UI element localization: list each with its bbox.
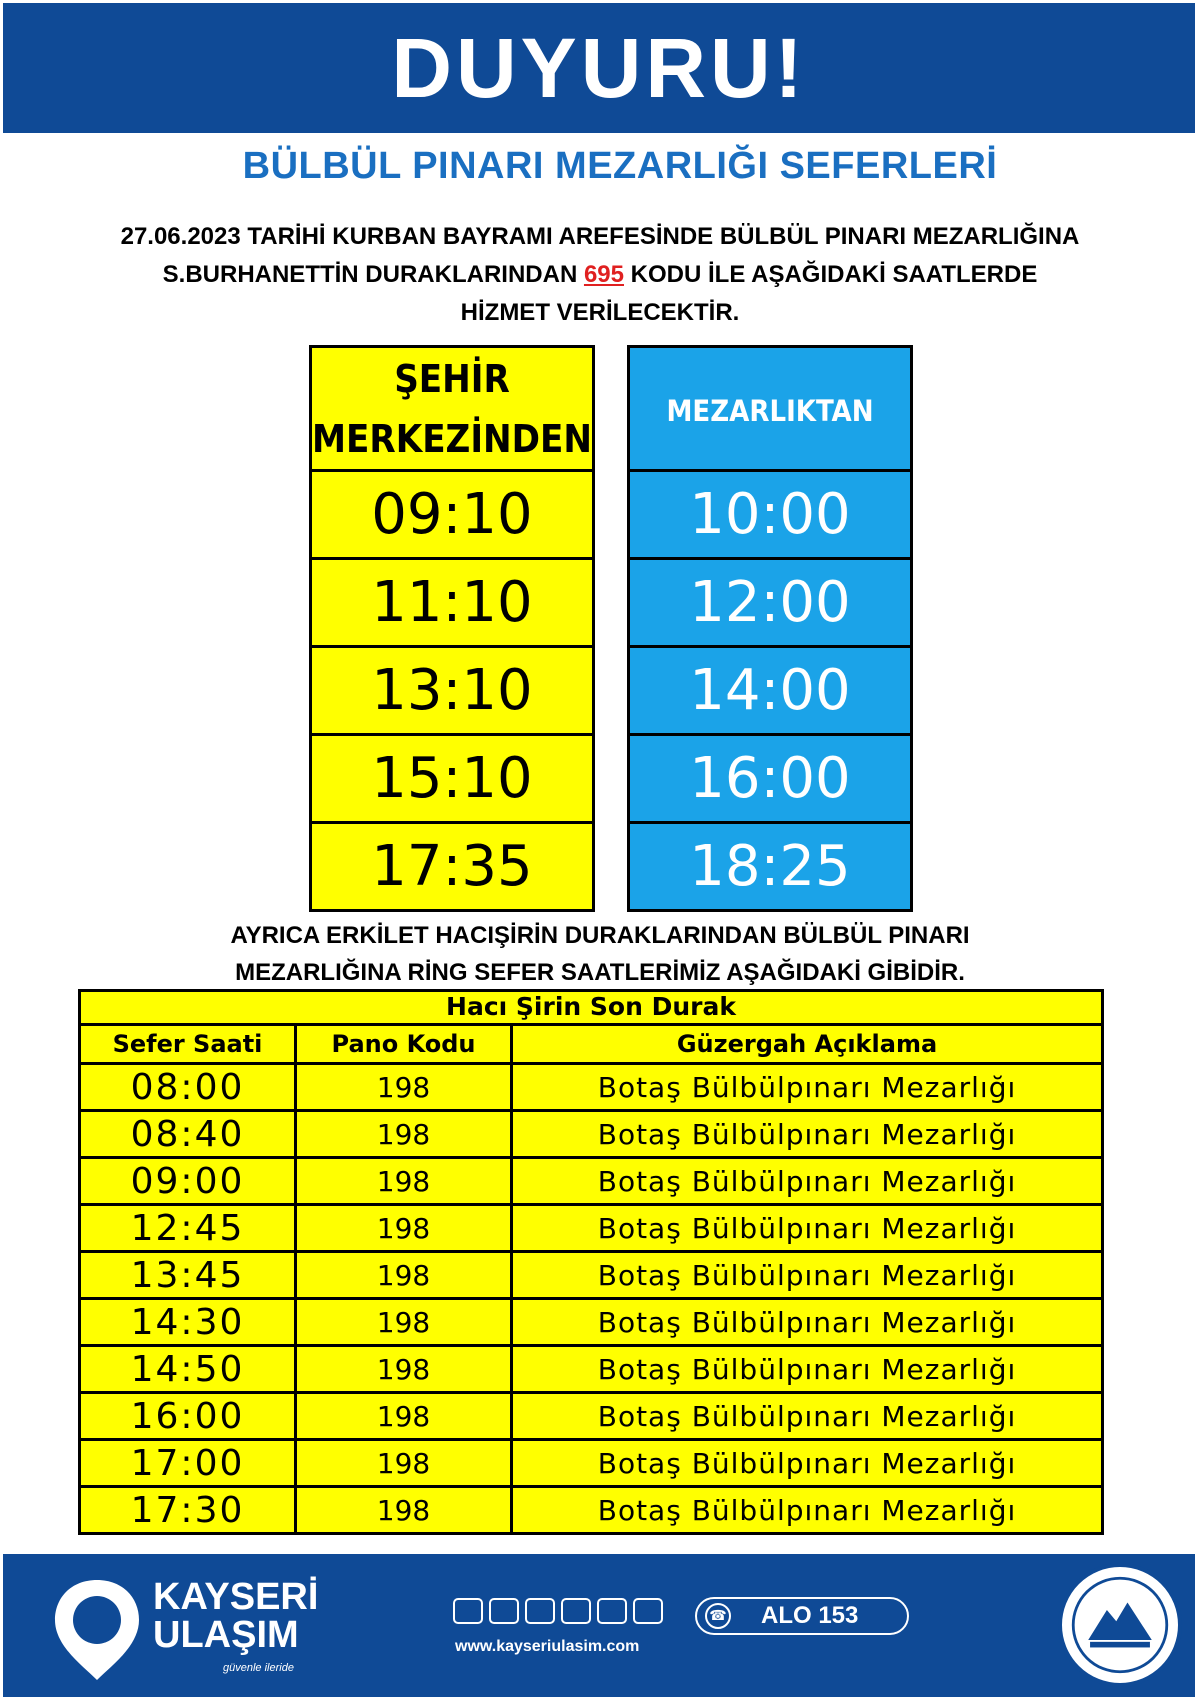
intro-after-code: KODU İLE AŞAĞIDAKİ SAATLERDE HİZMET VERİLECEKTİR. bbox=[460, 261, 1038, 326]
city-time: 13:10 bbox=[312, 645, 592, 733]
row-code: 198 bbox=[297, 1112, 513, 1156]
row-code: 198 bbox=[297, 1347, 513, 1391]
ring-intro-text bbox=[120, 917, 1080, 991]
ring-table-title: Hacı Şirin Son Durak bbox=[81, 992, 1101, 1026]
municipality-seal-icon bbox=[1058, 1563, 1182, 1687]
header-bar bbox=[3, 3, 1195, 133]
city-time: 11:10 bbox=[312, 557, 592, 645]
row-route: Botaş Bülbülpınarı Mezarlığı bbox=[597, 1258, 1017, 1292]
ticket-card-icon bbox=[633, 1598, 663, 1624]
ring-table-header-row bbox=[81, 1026, 1101, 1062]
brand-line2: ULAŞIM bbox=[153, 1614, 299, 1656]
row-route: Botaş Bülbülpınarı Mezarlığı bbox=[597, 1446, 1017, 1480]
hotline-number: ALO 153 bbox=[761, 1602, 859, 1629]
city-header-line1: ŞEHİR bbox=[394, 356, 510, 401]
hotline-badge[interactable] bbox=[695, 1597, 909, 1635]
footer-bar bbox=[3, 1554, 1195, 1697]
cemetery-column-header: MEZARLIKTAN bbox=[630, 348, 910, 472]
row-code: 198 bbox=[297, 1065, 513, 1109]
ring-intro-line1: AYRICA ERKİLET HACIŞİRİN DURAKLARINDAN BÜLBÜL PINARI bbox=[230, 922, 970, 949]
row-route: Botaş Bülbülpınarı Mezarlığı bbox=[597, 1117, 1017, 1151]
row-code: 198 bbox=[297, 1441, 513, 1485]
table-row bbox=[81, 1109, 1101, 1156]
row-route: Botaş Bülbülpınarı Mezarlığı bbox=[597, 1305, 1017, 1339]
row-route: Botaş Bülbülpınarı Mezarlığı bbox=[597, 1493, 1017, 1527]
cemetery-time: 10:00 bbox=[689, 482, 851, 547]
table-row bbox=[81, 1297, 1101, 1344]
city-departures-column bbox=[309, 345, 595, 912]
city-column-header bbox=[312, 348, 592, 472]
website-link[interactable]: www.kayseriulasim.com bbox=[455, 1638, 640, 1655]
city-time: 15:10 bbox=[312, 733, 592, 821]
table-row bbox=[81, 1344, 1101, 1391]
brand-name bbox=[153, 1578, 318, 1654]
tram-icon bbox=[453, 1598, 483, 1624]
cemetery-time: 18:25 bbox=[630, 821, 910, 909]
row-route: Botaş Bülbülpınarı Mezarlığı bbox=[597, 1164, 1017, 1198]
row-code: 198 bbox=[297, 1394, 513, 1438]
row-time: 08:40 bbox=[81, 1112, 297, 1156]
row-time: 08:00 bbox=[81, 1065, 297, 1109]
row-route: Botaş Bülbülpınarı Mezarlığı bbox=[597, 1399, 1017, 1433]
table-row bbox=[81, 1203, 1101, 1250]
city-time: 09:10 bbox=[371, 482, 533, 547]
ring-schedule-table bbox=[78, 989, 1104, 1535]
bicycle-icon bbox=[597, 1598, 627, 1624]
row-route: Botaş Bülbülpınarı Mezarlığı bbox=[597, 1352, 1017, 1386]
cemetery-time: 14:00 bbox=[630, 645, 910, 733]
row-time: 14:50 bbox=[81, 1347, 297, 1391]
transport-icons bbox=[453, 1596, 671, 1626]
column-header-time: Sefer Saati bbox=[81, 1026, 297, 1062]
row-time: 12:45 bbox=[81, 1206, 297, 1250]
subtitle: BÜLBÜL PINARI MEZARLIĞI SEFERLERİ bbox=[242, 145, 998, 187]
row-time: 17:30 bbox=[81, 1488, 297, 1532]
line-code: 695 bbox=[583, 261, 624, 288]
row-time: 16:00 bbox=[81, 1394, 297, 1438]
table-row bbox=[81, 1438, 1101, 1485]
city-time: 17:35 bbox=[312, 821, 592, 909]
phone-icon: ☎ bbox=[705, 1603, 731, 1629]
row-code: 198 bbox=[297, 1300, 513, 1344]
row-time: 14:30 bbox=[81, 1300, 297, 1344]
row-code: 198 bbox=[297, 1159, 513, 1203]
table-row bbox=[81, 1250, 1101, 1297]
row-time: 09:00 bbox=[81, 1159, 297, 1203]
ring-intro-line2: MEZARLIĞINA RİNG SEFER SAATLERİMİZ AŞAĞIDAKİ GİBİDİR. bbox=[235, 959, 965, 986]
cemetery-time: 12:00 bbox=[630, 557, 910, 645]
brand-line1: KAYSERİ bbox=[153, 1576, 319, 1618]
table-row bbox=[81, 1391, 1101, 1438]
row-code: 198 bbox=[297, 1488, 513, 1532]
intro-text bbox=[120, 218, 1080, 332]
location-pin-logo-icon bbox=[47, 1574, 147, 1686]
table-row bbox=[81, 1485, 1101, 1532]
table-row bbox=[81, 1156, 1101, 1203]
row-code: 198 bbox=[297, 1206, 513, 1250]
page-title: DUYURU! bbox=[391, 20, 807, 115]
car-icon bbox=[561, 1598, 591, 1624]
bus-icon bbox=[489, 1598, 519, 1624]
brand-tagline: güvenle ileride bbox=[223, 1662, 294, 1674]
column-header-code: Pano Kodu bbox=[297, 1026, 513, 1062]
row-code: 198 bbox=[297, 1253, 513, 1297]
cemetery-time: 16:00 bbox=[630, 733, 910, 821]
row-time: 13:45 bbox=[81, 1253, 297, 1297]
row-route: Botaş Bülbülpınarı Mezarlığı bbox=[597, 1211, 1017, 1245]
table-row bbox=[81, 1062, 1101, 1109]
row-time: 17:00 bbox=[81, 1441, 297, 1485]
bus-front-icon bbox=[525, 1598, 555, 1624]
row-route: Botaş Bülbülpınarı Mezarlığı bbox=[597, 1070, 1017, 1104]
cemetery-departures-column bbox=[627, 345, 913, 912]
intro-before-code: 27.06.2023 TARİHİ KURBAN BAYRAMI AREFESİNDE BÜLBÜL PINARI MEZARLIĞINA S.BURHANETTİN DURAKLARINDAN bbox=[120, 223, 1080, 288]
city-header-line2: MERKEZİNDEN bbox=[311, 416, 593, 461]
column-header-route: Güzergah Açıklama bbox=[676, 1030, 938, 1058]
